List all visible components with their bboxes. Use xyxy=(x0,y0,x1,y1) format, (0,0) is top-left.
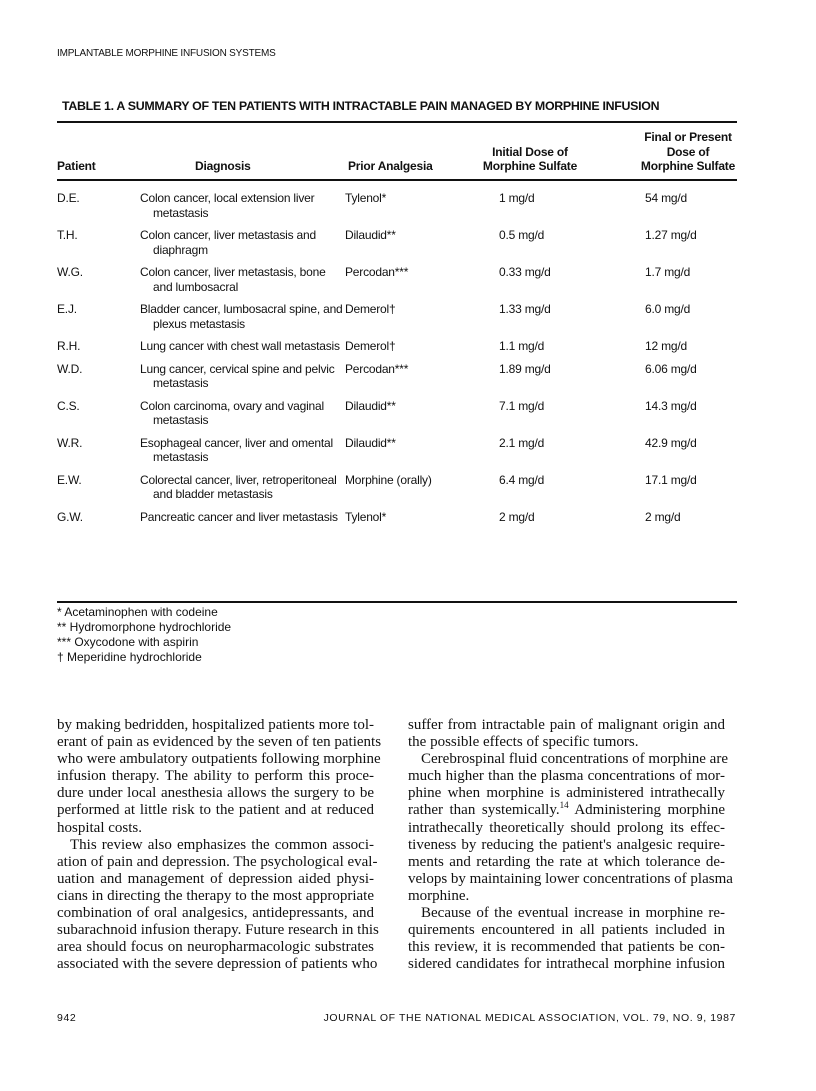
patient-cell: W.G. xyxy=(57,265,83,279)
table-row xyxy=(57,228,737,265)
body-text-line: cians in directing the therapy to the most appropriate xyxy=(57,887,374,904)
table-body xyxy=(57,191,737,532)
final-dose-cell: 42.9 mg/d xyxy=(645,435,697,450)
diagnosis-cell: Lung cancer, cervical spine and pelvic metastasis xyxy=(140,361,335,390)
table-row xyxy=(57,362,737,399)
initial-dose-cell: 0.5 mg/d xyxy=(499,228,545,242)
patient-cell: E.W. xyxy=(57,472,82,487)
text-segment: rather than systemically. xyxy=(408,802,560,819)
body-text-line: who were ambulatory outpatients following morphine xyxy=(57,751,381,768)
header-final-line: Final or Present xyxy=(644,130,732,144)
patient-cell: W.R. xyxy=(57,435,83,450)
final-dose-cell: 6.06 mg/d xyxy=(645,361,697,376)
body-text-line: suffer from intractable pain of malignant origin and xyxy=(408,717,725,733)
body-text-line: the possible effects of specific tumors. xyxy=(408,734,639,751)
patient-cell: T.H. xyxy=(57,228,78,242)
body-text-line: ments and retarding the rate at which tolerance de- xyxy=(408,853,725,870)
body-text-line: quirements encountered in all patients included in xyxy=(408,922,725,939)
diagnosis-cell: Colon cancer, liver metastasis and diaphragm xyxy=(140,228,316,257)
diagnosis-cell: Lung cancer with chest wall metastasis xyxy=(140,339,340,353)
running-head: IMPLANTABLE MORPHINE INFUSION SYSTEMS xyxy=(57,48,276,59)
final-dose-cell: 2 mg/d xyxy=(645,509,681,524)
initial-dose-cell: 1.1 mg/d xyxy=(499,339,545,353)
diagnosis-cell: Pancreatic cancer and liver metastasis xyxy=(140,509,338,524)
body-text-line: performed at little risk to the patient and at reduced xyxy=(57,802,374,819)
final-dose-cell: 6.0 mg/d xyxy=(645,302,691,316)
body-text-line: by making bedridden, hospitalized patients more tol- xyxy=(57,717,375,733)
patient-cell: W.D. xyxy=(57,361,83,376)
journal-citation: JOURNAL OF THE NATIONAL MEDICAL ASSOCIATION, VOL. 79, NO. 9, 1987 xyxy=(323,1012,736,1024)
header-diagnosis: Diagnosis xyxy=(195,159,251,173)
text-segment: Administering morphine xyxy=(568,802,725,819)
body-text-line: uation and management of depression aided physi- xyxy=(57,870,374,887)
diagnosis-cell: Esophageal cancer, liver and omental metastasis xyxy=(140,435,333,464)
body-text-line: Because of the eventual increase in morphine re- xyxy=(421,905,725,922)
header-initial-line: Morphine Sulfate xyxy=(482,159,578,173)
table-footnotes xyxy=(57,605,231,665)
body-text-line: tiveness by reducing the patient's analgesic require- xyxy=(408,836,725,853)
body-text-line: ation of pain and depression. The psychological eval- xyxy=(57,853,378,870)
diagnosis-cell: Colon carcinoma, ovary and vaginal metastasis xyxy=(140,398,324,427)
table-row xyxy=(57,436,737,473)
table-row xyxy=(57,265,737,302)
table-row xyxy=(57,339,737,362)
table-row xyxy=(57,510,737,533)
body-text-line: sidered candidates for intrathecal morphine infusion xyxy=(408,956,725,973)
body-text-line: associated with the severe depression of patients who xyxy=(57,956,378,973)
body-text-line: area should focus on neuropharmacologic substrates xyxy=(57,939,374,956)
initial-dose-cell: 6.4 mg/d xyxy=(499,472,545,487)
body-text-line: erant of pain as evidenced by the seven of ten patients xyxy=(57,734,382,751)
final-dose-cell: 1.27 mg/d xyxy=(645,228,697,242)
footnote: ** Hydromorphone hydrochloride xyxy=(57,620,232,634)
body-text-line: intrathecally theoretically should prolong its effec- xyxy=(408,819,725,836)
prior-analgesia-cell: Percodan*** xyxy=(345,361,409,376)
body-text-line: morphine. xyxy=(408,887,470,904)
table-top-rule xyxy=(57,121,737,123)
header-prior-analgesia: Prior Analgesia xyxy=(348,159,433,173)
patient-cell: G.W. xyxy=(57,509,83,524)
prior-analgesia-cell: Percodan*** xyxy=(345,265,409,279)
header-final-line: Morphine Sulfate xyxy=(640,159,736,173)
table-row xyxy=(57,302,737,339)
body-text-line: this review, it is recommended that patients be con- xyxy=(408,939,725,956)
header-patient: Patient xyxy=(57,159,96,173)
initial-dose-cell: 1 mg/d xyxy=(499,191,535,205)
final-dose-cell: 12 mg/d xyxy=(645,339,687,353)
patient-cell: R.H. xyxy=(57,339,81,353)
header-initial-line: Initial Dose of xyxy=(492,144,568,159)
body-text-line: subarachnoid infusion therapy. Future research in this xyxy=(57,922,379,939)
body-text-line: This review also emphasizes the common associ- xyxy=(70,836,374,853)
initial-dose-cell: 1.89 mg/d xyxy=(499,361,551,376)
initial-dose-cell: 2.1 mg/d xyxy=(499,435,545,450)
body-text-line: dure under local anesthesia allows the surgery to be xyxy=(57,785,374,802)
footnote: † Meperidine hydrochloride xyxy=(57,650,202,664)
body-text-line: combination of oral analgesics, antidepressants, and xyxy=(57,905,374,922)
final-dose-cell: 17.1 mg/d xyxy=(645,472,697,487)
diagnosis-cell: Colon cancer, local extension liver metastasis xyxy=(140,191,315,220)
final-dose-cell: 54 mg/d xyxy=(645,191,687,205)
patient-cell: E.J. xyxy=(57,302,77,316)
body-text-line: Cerebrospinal fluid concentrations of morphine are xyxy=(421,751,728,768)
initial-dose-cell: 2 mg/d xyxy=(499,509,535,524)
header-final-dose xyxy=(628,130,748,174)
prior-analgesia-cell: Tylenol* xyxy=(345,509,387,524)
prior-analgesia-cell: Dilaudid** xyxy=(345,398,396,413)
table-row xyxy=(57,473,737,510)
body-text-line xyxy=(408,802,725,819)
prior-analgesia-cell: Tylenol* xyxy=(345,191,387,205)
citation-reference: 14 xyxy=(559,800,569,811)
patient-cell: C.S. xyxy=(57,398,80,413)
table-header-rule xyxy=(57,179,737,181)
footnote: * Acetaminophen with codeine xyxy=(57,605,218,619)
diagnosis-cell: Colorectal cancer, liver, retroperitoneal and bladder metastasis xyxy=(140,472,337,501)
initial-dose-cell: 0.33 mg/d xyxy=(499,265,551,279)
body-text-line: hospital costs. xyxy=(57,819,142,836)
body-text-line: much higher than the plasma concentrations of mor- xyxy=(408,768,725,785)
prior-analgesia-cell: Dilaudid** xyxy=(345,435,396,450)
header-initial-dose xyxy=(470,145,590,174)
patient-cell: D.E. xyxy=(57,191,80,205)
prior-analgesia-cell: Demerol† xyxy=(345,302,396,316)
page-number: 942 xyxy=(57,1012,77,1024)
prior-analgesia-cell: Dilaudid** xyxy=(345,228,396,242)
diagnosis-cell: Colon cancer, liver metastasis, bone and lumbosacral xyxy=(140,265,326,294)
table-row xyxy=(57,399,737,436)
body-column-right xyxy=(408,717,733,973)
initial-dose-cell: 1.33 mg/d xyxy=(499,302,551,316)
table-row xyxy=(57,191,737,228)
body-column-left xyxy=(57,717,382,973)
table-title: TABLE 1. A SUMMARY OF TEN PATIENTS WITH INTRACTABLE PAIN MANAGED BY MORPHINE INFUSION xyxy=(62,99,660,113)
final-dose-cell: 14.3 mg/d xyxy=(645,398,697,413)
table-bottom-rule xyxy=(57,601,737,603)
prior-analgesia-cell: Morphine (orally) xyxy=(345,472,432,487)
final-dose-cell: 1.7 mg/d xyxy=(645,265,691,279)
body-text-line: velops by maintaining lower concentrations of plasma xyxy=(408,870,733,887)
prior-analgesia-cell: Demerol† xyxy=(345,339,396,353)
diagnosis-cell: Bladder cancer, lumbosacral spine, and plexus metastasis xyxy=(140,302,343,331)
body-text-line: phine when morphine is administered intrathecally xyxy=(408,785,725,802)
header-final-line: Dose of xyxy=(666,144,710,159)
footnote: *** Oxycodone with aspirin xyxy=(57,635,199,649)
body-text-line: infusion therapy. The ability to perform this proce- xyxy=(57,768,374,785)
initial-dose-cell: 7.1 mg/d xyxy=(499,398,545,413)
